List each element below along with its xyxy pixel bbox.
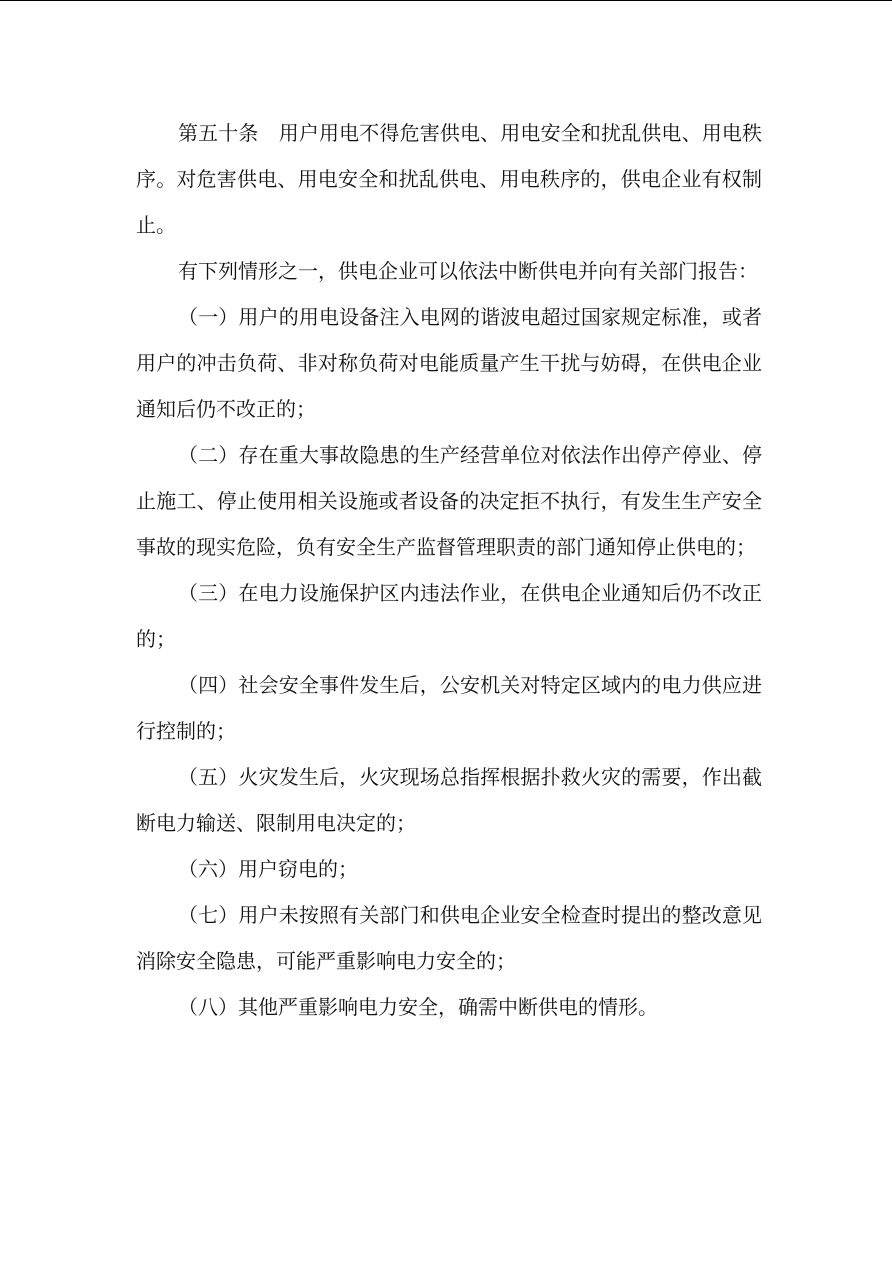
article-paragraph: 第五十条 用户用电不得危害供电、用电安全和扰乱供电、用电秩序。对危害供电、用电安全和扰乱供电、用电秩序的，供电企业有权制止。 [136, 121, 762, 237]
list-item: （一）用户的用电设备注入电网的谐波电超过国家规定标准，或者用户的冲击负荷、非对称负荷对电能质量产生干扰与妨碍，在供电企业通知后仍不改正的； [136, 305, 762, 421]
page-top-border [0, 0, 892, 1]
list-item: （六）用户窃电的； [178, 857, 358, 881]
list-item: （四）社会安全事件发生后，公安机关对特定区域内的电力供应进行控制的； [136, 673, 762, 743]
list-item: （八）其他严重影响电力安全，确需中断供电的情形。 [178, 995, 658, 1019]
list-item: （三）在电力设施保护区内违法作业，在供电企业通知后仍不改正的； [136, 581, 762, 651]
list-item: （二）存在重大事故隐患的生产经营单位对依法作出停产停业、停止施工、停止使用相关设施或者设备的决定拒不执行，有发生生产安全事故的现实危险，负有安全生产监督管理职责的部门通知停止供电的； [136, 443, 762, 559]
article-paragraph: 有下列情形之一，供电企业可以依法中断供电并向有关部门报告： [178, 259, 758, 283]
list-item: （五）火灾发生后，火灾现场总指挥根据扑救火灾的需要，作出截断电力输送、限制用电决定的； [136, 765, 762, 835]
list-item: （七）用户未按照有关部门和供电企业安全检查时提出的整改意见消除安全隐患，可能严重影响电力安全的； [136, 903, 762, 973]
article-body [136, 110, 762, 1030]
